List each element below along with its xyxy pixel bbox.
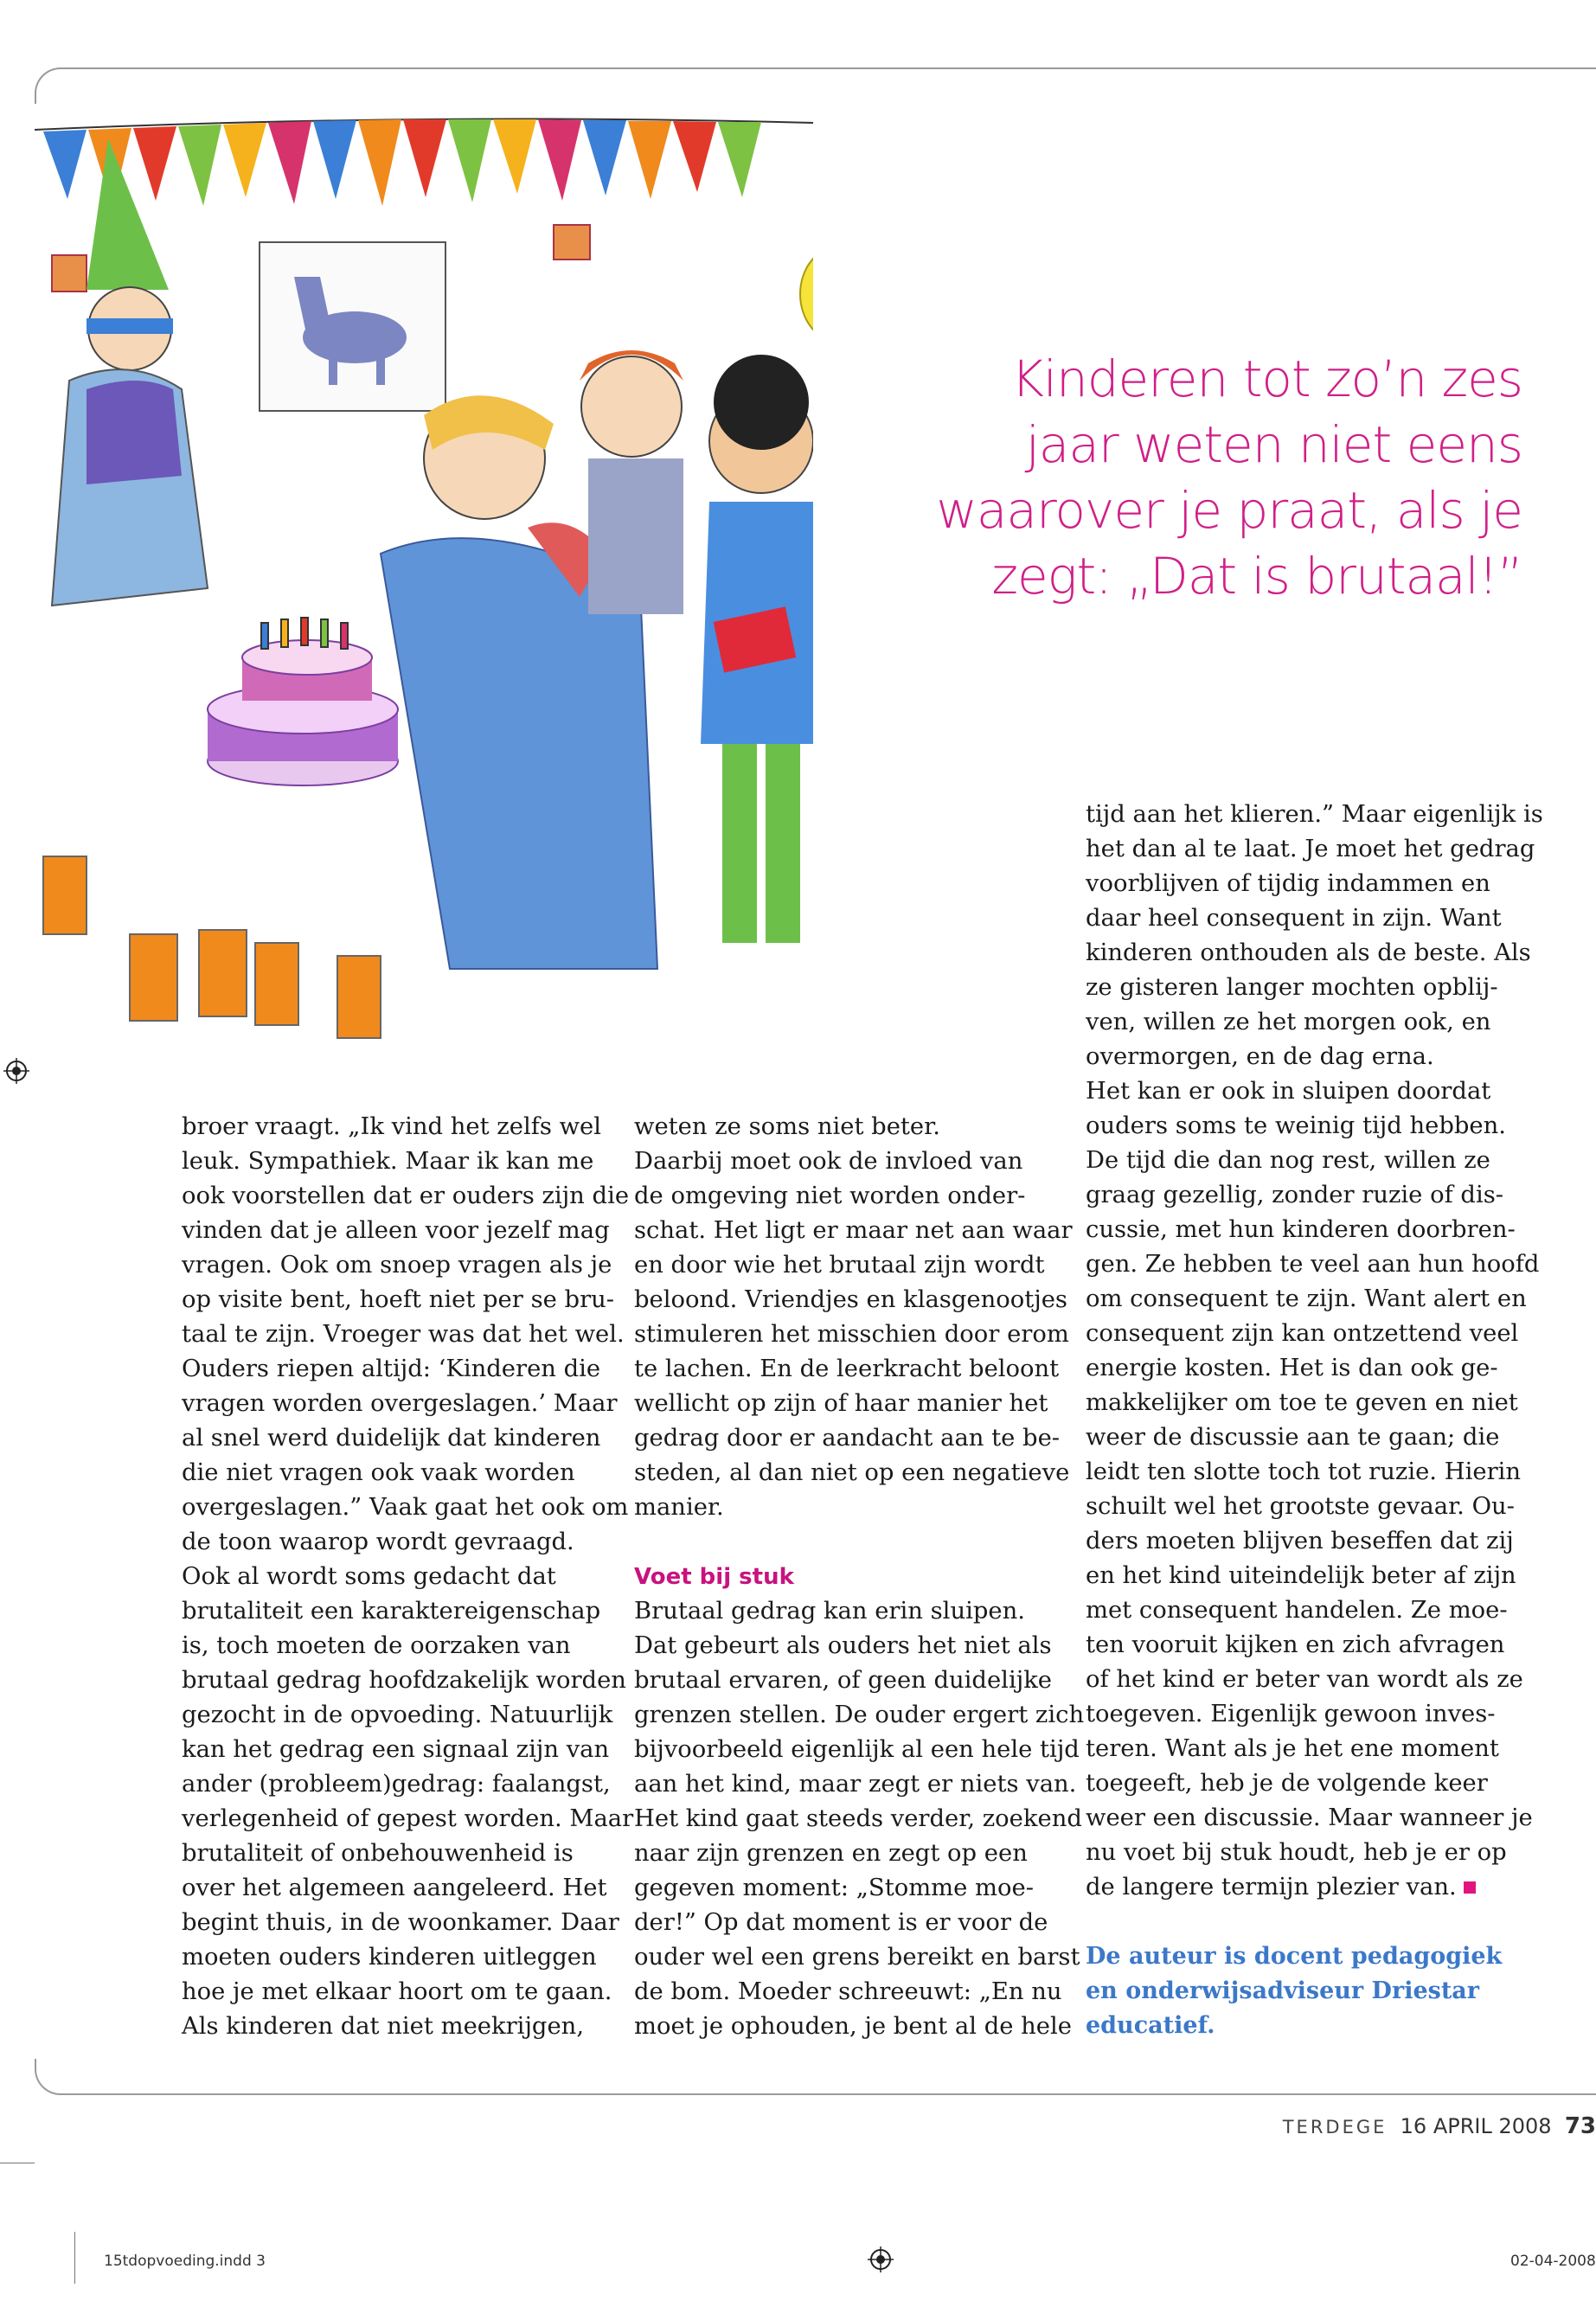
registration-mark-icon: [3, 1058, 29, 1084]
author-note: De auteur is docent pedagogiek en onderwijsadviseur Driestar educatief.: [1086, 1943, 1503, 2039]
pull-quote-line: zegt: „Dat is brutaal!”: [991, 547, 1522, 606]
pull-quote-line: Kinderen tot zo’n zes: [1010, 349, 1522, 408]
crop-mark: [74, 2232, 75, 2284]
magazine-name: TERDEGE: [1282, 2117, 1388, 2138]
registration-mark-icon: [868, 2247, 894, 2272]
slug-filename: 15tdopvoeding.indd 3: [104, 2253, 266, 2270]
end-of-article-icon: [1464, 1881, 1476, 1894]
page-frame-top: [35, 67, 1596, 104]
column-2-intro: weten ze soms niet beter. Daarbij moet ook de invloed van de omgeving niet worden onder- schat. Het ligt er maar net aan waar en door wie het brutaal zijn wordt beloond. Vriendjes en klasgenootjes stimuleren het misschien door erom te lachen. En de leerkracht beloont wellicht op zijn of haar manier het gedrag door er aandacht aan te be- steden, al dan niet op een negatieve manier.: [634, 1113, 1073, 1521]
pull-quote-line: waarover je praat, als je: [936, 481, 1522, 540]
article-column-1: broer vraagt. „Ik vind het zelfs wel leuk. Sympathiek. Maar ik kan me ook voorstellen dat er ouders zijn die vinden dat je alleen voor jezelf mag vragen. Ook om snoep vragen als je op visite bent, hoeft niet per se bru- taal te zijn. Vroeger was dat het wel. Ouders riepen altijd: ‘Kinderen die vragen worden overgeslagen.’ Maar al snel werd duidelijk dat kinderen die niet vragen ook vaak worden overgeslagen.” Vaak gaat het ook om de toon waarop wordt gevraagd. Ook al wordt soms gedacht dat brutaliteit een karaktereigenschap is, toch moeten de oorzaken van brutaal gedrag hoofdzakelijk worden gezocht in de opvoeding. Natuurlijk kan het gedrag een signaal zijn van ander (probleem)gedrag: faalangst, verlegenheid of gepest worden. Maar brutaliteit of onbehouwenheid is over het algemeen aangeleerd. Het begint thuis, in de woonkamer. Daar moeten ouders kinderen uitleggen hoe je met elkaar hoort om te gaan. Als kinderen dat niet meekrijgen,: [182, 1113, 634, 2040]
column-3-body: tijd aan het klieren.” Maar eigenlijk is het dan al te laat. Je moet het gedrag voorblijven of tijdig indammen en daar heel consequent in zijn. Want kinderen onthouden als de beste. Als ze gisteren langer mochten opblij- ven, willen ze het morgen ook, en overmorgen, en de dag erna. Het kan er ook in sluipen doordat ouders soms te weinig tijd hebben. De tijd die dan nog rest, willen ze graag gezellig, zonder ruzie of dis- cussie, met hun kinderen doorbren- gen. Ze hebben te veel aan hun hoofd om consequent te zijn. Want alert en consequent zijn kan ontzettend veel energie kosten. Het is dan ook ge- makkelijker om toe te geven en niet weer de discussie aan te gaan; die leidt ten slotte toch tot ruzie. Hierin schuilt wel het grootste gevaar. Ou- ders moeten blijven beseffen dat zij en het kind uiteindelijk beter af zijn met consequent handelen. Ze moe- ten vooruit kijken en zich afvragen of het kind er beter van wordt als ze toegeven. Eigenlijk gewoon inves- teren. Want als je het ene moment toegeeft, heb je de volgende keer weer een discussie. Maar wanneer je nu voet bij stuk houdt, heb je er op de langere termijn plezier van.: [1086, 801, 1543, 1900]
subheading: Voet bij stuk: [634, 1564, 794, 1590]
article-column-3: [1086, 798, 1543, 1905]
pull-quote-line: jaar weten niet eens: [1025, 415, 1522, 474]
article-column-2: [634, 1110, 1084, 2044]
party-illustration: [35, 104, 813, 1064]
slug-date: 02-04-2008: [1510, 2253, 1596, 2270]
bunting-flags: [43, 119, 761, 208]
page-footer: [1283, 2113, 1596, 2139]
page-number: 73: [1564, 2113, 1596, 2139]
issue-date: 16 APRIL 2008: [1400, 2114, 1552, 2138]
page-frame-bottom: [35, 2059, 1596, 2095]
column-2-body: Brutaal gedrag kan erin sluipen. Dat gebeurt als ouders het niet als brutaal ervaren, of geen duidelijke grenzen stellen. De ouder ergert zich bijvoorbeeld eigenlijk al een hele tijd aan het kind, maar zegt er niets van. Het kind gaat steeds verder, zoekend naar zijn grenzen en zegt op een gegeven moment: „Stomme moe- der!” Op dat moment is er voor de ouder wel een grens bereikt en barst de bom. Moeder schreeuwt: „En nu moet je ophouden, je bent al de hele: [634, 1598, 1085, 2040]
pull-quote: [917, 346, 1522, 609]
